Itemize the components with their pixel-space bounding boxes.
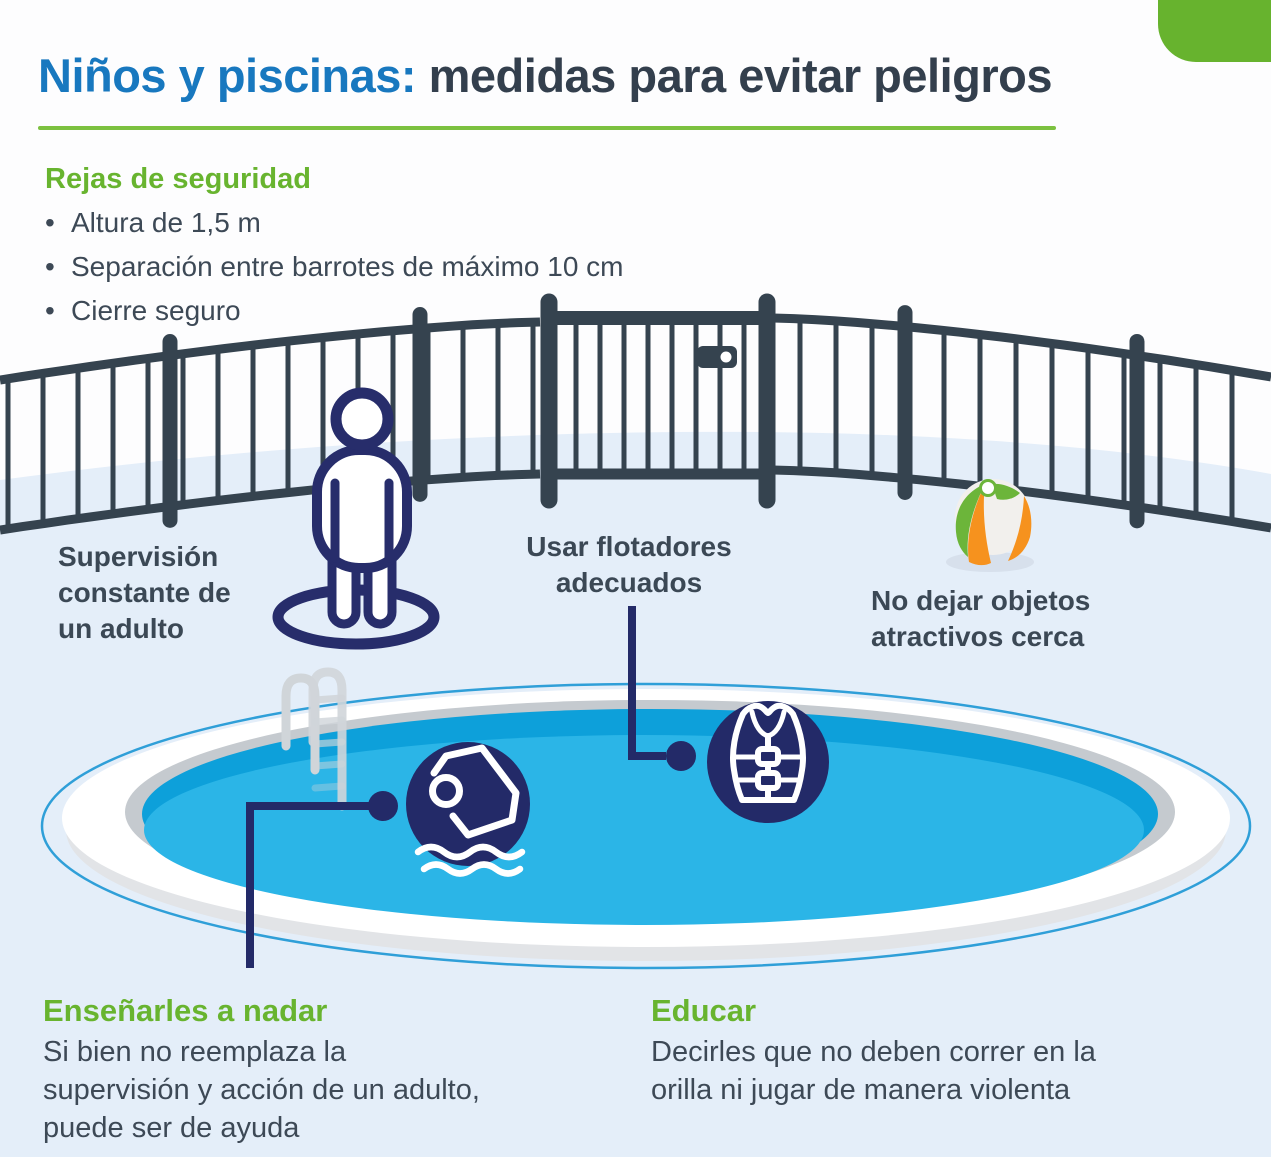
label-floaties: Usar flotadores adecuados — [526, 531, 732, 598]
section-text-educate: Decirles que no deben correr en la orilla ni jugar de manera violenta — [651, 1036, 1096, 1106]
bullet-icon: • — [45, 207, 55, 238]
title-underline — [38, 126, 1056, 130]
list-item — [45, 289, 624, 333]
list-item-text: Separación entre barrotes de máximo 10 cm — [71, 251, 624, 282]
page-title-rest: medidas para evitar peligros — [428, 49, 1052, 102]
list-item — [45, 201, 624, 245]
section-heading-swim: Enseñarles a nadar — [43, 993, 328, 1028]
page-title-highlight: Niños y piscinas: — [38, 49, 417, 102]
list-item — [45, 245, 624, 289]
brand-corner-tab — [1158, 0, 1271, 62]
label-supervision: Supervisión constante de un adulto — [58, 541, 231, 644]
gate-latch-icon — [697, 346, 737, 368]
label-objects: No dejar objetos atractivos cerca — [871, 585, 1091, 652]
bullet-icon: • — [45, 251, 55, 282]
fence-rules-list — [45, 201, 624, 333]
section-text-swim: Si bien no reemplaza la supervisión y acción de un adulto, puede ser de ayuda — [43, 1036, 480, 1144]
section-heading-educate: Educar — [651, 993, 757, 1028]
bullet-icon: • — [45, 295, 55, 326]
life-vest-badge — [707, 701, 829, 823]
list-item-text: Cierre seguro — [71, 295, 241, 326]
list-item-text: Altura de 1,5 m — [71, 207, 261, 238]
page-title — [38, 48, 1052, 103]
section-heading-fence-rules: Rejas de seguridad — [45, 163, 311, 195]
